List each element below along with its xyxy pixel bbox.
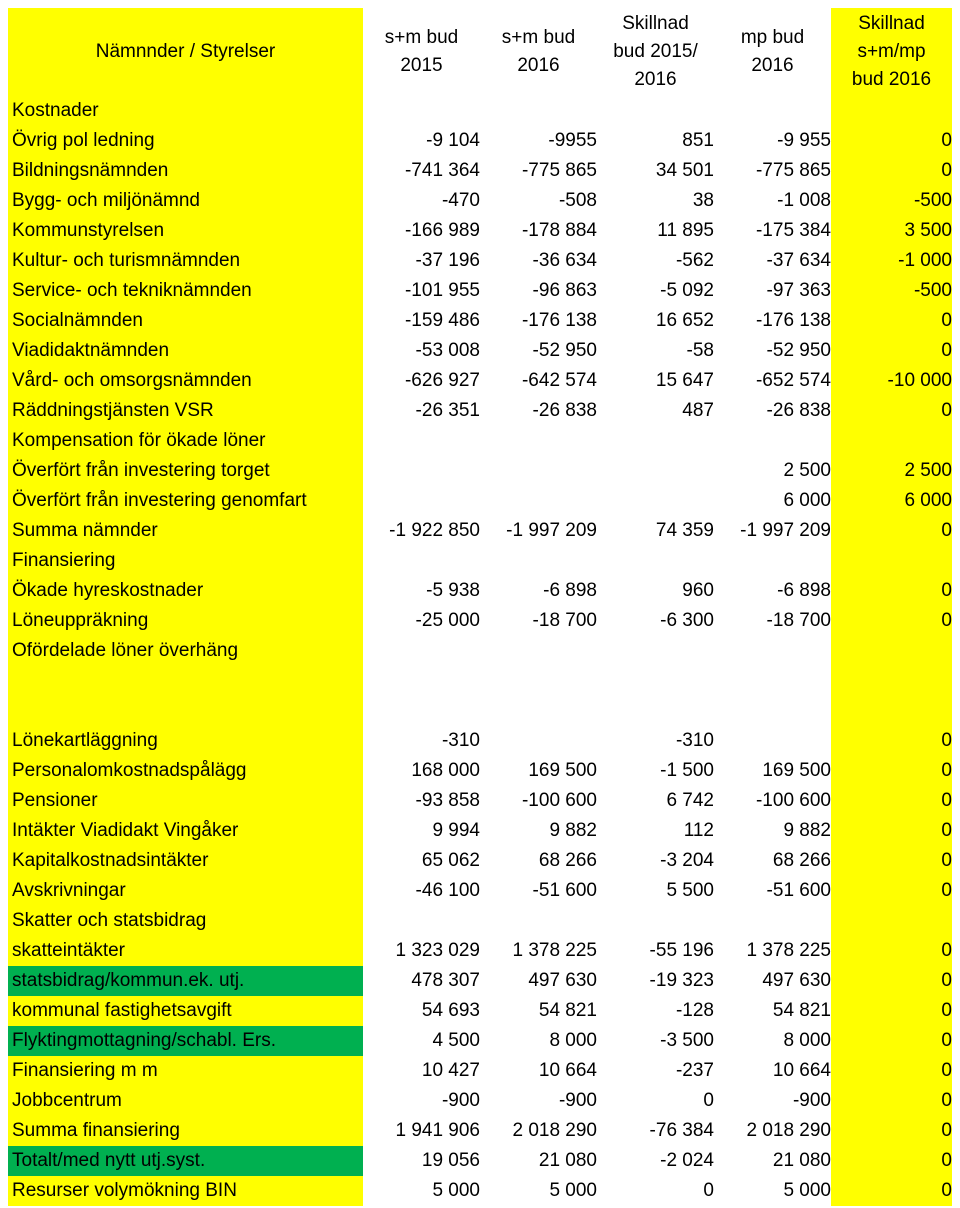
value-cell bbox=[597, 456, 714, 486]
value-cell: 10 664 bbox=[772, 1060, 831, 1081]
value-cell: 10 427 bbox=[421, 1060, 480, 1081]
value-cell: 9 994 bbox=[432, 820, 480, 841]
value-cell: -9 104 bbox=[426, 130, 480, 151]
row-label: Överfört från investering genomfart bbox=[8, 486, 363, 516]
value-cell: 0 bbox=[831, 846, 952, 876]
value-cell: 21 080 bbox=[538, 1150, 597, 1171]
table-row bbox=[8, 816, 952, 846]
value-cell: 169 500 bbox=[762, 760, 831, 781]
value-cell: 2 500 bbox=[783, 460, 831, 481]
value-cell: 0 bbox=[831, 1176, 952, 1206]
table-row bbox=[8, 1086, 952, 1116]
value-cell: -178 884 bbox=[521, 220, 597, 241]
value-cell: 960 bbox=[682, 580, 714, 601]
value-cell: -237 bbox=[675, 1060, 714, 1081]
value-cell: -508 bbox=[558, 190, 597, 211]
value-cell: -1 500 bbox=[660, 760, 714, 781]
row-label: Kompensation för ökade löner bbox=[8, 426, 363, 456]
row-label: Summa finansiering bbox=[8, 1116, 363, 1146]
value-cell: -100 600 bbox=[755, 790, 831, 811]
row-label: Totalt/med nytt utj.syst. bbox=[8, 1146, 363, 1176]
value-cell: -1 922 850 bbox=[389, 520, 480, 541]
value-cell: 0 bbox=[831, 516, 952, 546]
value-cell: -128 bbox=[675, 1000, 714, 1021]
table-row bbox=[8, 186, 952, 216]
value-cell: 6 000 bbox=[783, 490, 831, 511]
value-cell: -76 384 bbox=[649, 1120, 714, 1141]
value-cell: 0 bbox=[831, 1056, 952, 1086]
value-cell bbox=[714, 666, 831, 726]
row-label: Finansiering m m bbox=[8, 1056, 363, 1086]
row-label: Kostnader bbox=[8, 96, 363, 126]
value-cell: 0 bbox=[831, 336, 952, 366]
value-cell: -58 bbox=[686, 340, 714, 361]
value-cell: 2 018 290 bbox=[512, 1120, 597, 1141]
table-row bbox=[8, 306, 952, 336]
table-row bbox=[8, 486, 952, 516]
value-cell: 3 500 bbox=[831, 216, 952, 246]
value-cell: -900 bbox=[792, 1090, 831, 1111]
value-cell: 2 500 bbox=[831, 456, 952, 486]
row-label: Kommunstyrelsen bbox=[8, 216, 363, 246]
value-cell: 9 882 bbox=[783, 820, 831, 841]
value-cell: -176 138 bbox=[755, 310, 831, 331]
value-cell: -53 008 bbox=[415, 340, 480, 361]
value-cell: -900 bbox=[558, 1090, 597, 1111]
value-cell bbox=[597, 426, 714, 456]
table-row bbox=[8, 606, 952, 636]
value-cell: 851 bbox=[682, 130, 714, 151]
value-cell bbox=[480, 456, 597, 486]
value-cell: -642 574 bbox=[521, 370, 597, 391]
table-row bbox=[8, 876, 952, 906]
value-cell: -2 024 bbox=[660, 1150, 714, 1171]
value-cell: -6 300 bbox=[660, 610, 714, 631]
value-cell: -652 574 bbox=[755, 370, 831, 391]
table-row bbox=[8, 576, 952, 606]
value-cell bbox=[714, 96, 831, 126]
row-label: Bildningsnämnden bbox=[8, 156, 363, 186]
header-row bbox=[8, 8, 952, 96]
value-cell bbox=[363, 906, 480, 936]
row-label: Räddningstjänsten VSR bbox=[8, 396, 363, 426]
value-cell: 0 bbox=[831, 996, 952, 1026]
value-cell: 0 bbox=[831, 1086, 952, 1116]
value-cell: -100 600 bbox=[521, 790, 597, 811]
value-cell bbox=[363, 486, 480, 516]
value-cell: -37 634 bbox=[766, 250, 831, 271]
value-cell bbox=[480, 666, 597, 726]
value-cell: 34 501 bbox=[655, 160, 714, 181]
row-label: Överfört från investering torget bbox=[8, 456, 363, 486]
value-cell bbox=[363, 546, 480, 576]
value-cell: 169 500 bbox=[528, 760, 597, 781]
value-cell: 0 bbox=[703, 1090, 714, 1111]
value-cell bbox=[363, 96, 480, 126]
value-cell: -1 000 bbox=[831, 246, 952, 276]
value-cell: 497 630 bbox=[528, 970, 597, 991]
value-cell: -159 486 bbox=[404, 310, 480, 331]
row-label: Avskrivningar bbox=[8, 876, 363, 906]
value-cell bbox=[714, 636, 831, 666]
value-cell: 68 266 bbox=[772, 850, 831, 871]
value-cell bbox=[480, 96, 597, 126]
value-cell bbox=[597, 906, 714, 936]
table-row bbox=[8, 276, 952, 306]
value-cell: -775 865 bbox=[521, 160, 597, 181]
row-label: statsbidrag/kommun.ek. utj. bbox=[8, 966, 363, 996]
value-cell bbox=[831, 666, 952, 726]
value-cell: 1 378 225 bbox=[746, 940, 831, 961]
table-row bbox=[8, 966, 952, 996]
value-cell: -1 008 bbox=[777, 190, 831, 211]
value-cell: 16 652 bbox=[655, 310, 714, 331]
value-cell: -176 138 bbox=[521, 310, 597, 331]
table-row bbox=[8, 246, 952, 276]
value-cell: 0 bbox=[831, 606, 952, 636]
value-cell: -626 927 bbox=[404, 370, 480, 391]
value-cell: -26 838 bbox=[532, 400, 597, 421]
value-cell: -6 898 bbox=[543, 580, 597, 601]
row-label: Summa nämnder bbox=[8, 516, 363, 546]
value-cell bbox=[597, 636, 714, 666]
value-cell: 0 bbox=[703, 1180, 714, 1201]
table-row bbox=[8, 156, 952, 186]
value-cell bbox=[831, 96, 952, 126]
value-cell: 11 895 bbox=[657, 220, 714, 241]
row-label: kommunal fastighetsavgift bbox=[8, 996, 363, 1026]
value-cell bbox=[480, 726, 597, 756]
value-cell bbox=[714, 546, 831, 576]
value-cell: 1 378 225 bbox=[512, 940, 597, 961]
value-cell bbox=[831, 426, 952, 456]
value-cell: -562 bbox=[675, 250, 714, 271]
value-cell: -26 838 bbox=[766, 400, 831, 421]
row-label: Socialnämnden bbox=[8, 306, 363, 336]
value-cell: -9 955 bbox=[777, 130, 831, 151]
value-cell bbox=[714, 426, 831, 456]
value-cell: 478 307 bbox=[411, 970, 480, 991]
value-cell: 497 630 bbox=[762, 970, 831, 991]
value-cell bbox=[597, 96, 714, 126]
table-row bbox=[8, 1176, 952, 1206]
value-cell: 487 bbox=[682, 400, 714, 421]
value-cell: -310 bbox=[441, 730, 480, 751]
value-cell: -52 950 bbox=[766, 340, 831, 361]
value-cell bbox=[714, 726, 831, 756]
header-diff-2015-2016: Skillnad bud 2015/ 2016 bbox=[613, 13, 698, 90]
row-label: Övrig pol ledning bbox=[8, 126, 363, 156]
table-row bbox=[8, 1146, 952, 1176]
value-cell: -470 bbox=[441, 190, 480, 211]
value-cell: 0 bbox=[831, 1026, 952, 1056]
table-row bbox=[8, 426, 952, 456]
value-cell: 54 821 bbox=[538, 1000, 597, 1021]
value-cell: 0 bbox=[831, 1116, 952, 1146]
value-cell: -500 bbox=[831, 276, 952, 306]
row-label: Ökade hyreskostnader bbox=[8, 576, 363, 606]
value-cell: -9955 bbox=[548, 130, 597, 151]
value-cell bbox=[363, 666, 480, 726]
value-cell: 74 359 bbox=[655, 520, 714, 541]
value-cell: 21 080 bbox=[772, 1150, 831, 1171]
header-sm-2016: s+m bud 2016 bbox=[501, 27, 576, 76]
value-cell bbox=[480, 546, 597, 576]
value-cell: 54 821 bbox=[772, 1000, 831, 1021]
value-cell: 6 742 bbox=[666, 790, 714, 811]
value-cell bbox=[363, 426, 480, 456]
value-cell: 0 bbox=[831, 1146, 952, 1176]
value-cell: -3 204 bbox=[660, 850, 714, 871]
value-cell bbox=[597, 666, 714, 726]
table-row bbox=[8, 1056, 952, 1086]
row-label: Pensioner bbox=[8, 786, 363, 816]
value-cell bbox=[480, 636, 597, 666]
value-cell: -101 955 bbox=[404, 280, 480, 301]
table-row bbox=[8, 636, 952, 666]
row-label: Flyktingmottagning/schabl. Ers. bbox=[8, 1026, 363, 1056]
value-cell: 0 bbox=[831, 936, 952, 966]
row-label: skatteintäkter bbox=[8, 936, 363, 966]
row-label bbox=[8, 666, 363, 726]
table-row bbox=[8, 336, 952, 366]
row-label: Kultur- och turismnämnden bbox=[8, 246, 363, 276]
row-label: Löneuppräkning bbox=[8, 606, 363, 636]
value-cell: 5 000 bbox=[549, 1180, 597, 1201]
value-cell: 5 000 bbox=[783, 1180, 831, 1201]
table-row bbox=[8, 366, 952, 396]
table-row bbox=[8, 996, 952, 1026]
header-mp-2016: mp bud 2016 bbox=[740, 27, 805, 76]
value-cell: -25 000 bbox=[415, 610, 480, 631]
value-cell: -6 898 bbox=[777, 580, 831, 601]
table-row bbox=[8, 1026, 952, 1056]
value-cell: -51 600 bbox=[532, 880, 597, 901]
value-cell: 0 bbox=[831, 126, 952, 156]
value-cell: 65 062 bbox=[421, 850, 480, 871]
value-cell bbox=[597, 486, 714, 516]
value-cell: -51 600 bbox=[766, 880, 831, 901]
value-cell: -1 997 209 bbox=[740, 520, 831, 541]
header-name: Nämnnder / Styrelser bbox=[8, 8, 363, 96]
table-row bbox=[8, 936, 952, 966]
value-cell bbox=[831, 906, 952, 936]
value-cell: 0 bbox=[831, 306, 952, 336]
value-cell: -166 989 bbox=[404, 220, 480, 241]
value-cell: 0 bbox=[831, 156, 952, 186]
value-cell: -36 634 bbox=[532, 250, 597, 271]
value-cell: 5 000 bbox=[432, 1180, 480, 1201]
value-cell: 54 693 bbox=[421, 1000, 480, 1021]
table-row bbox=[8, 846, 952, 876]
value-cell: 8 000 bbox=[783, 1030, 831, 1051]
value-cell: 112 bbox=[683, 820, 714, 841]
value-cell: 0 bbox=[831, 966, 952, 996]
row-label: Finansiering bbox=[8, 546, 363, 576]
value-cell bbox=[363, 456, 480, 486]
table-body bbox=[8, 96, 952, 1206]
row-label: Jobbcentrum bbox=[8, 1086, 363, 1116]
value-cell bbox=[831, 636, 952, 666]
table-row bbox=[8, 516, 952, 546]
table-row bbox=[8, 1116, 952, 1146]
row-label: Service- och tekniknämnden bbox=[8, 276, 363, 306]
row-label: Resurser volymökning BIN bbox=[8, 1176, 363, 1206]
header-diff-sm-mp: Skillnad s+m/mp bud 2016 bbox=[831, 8, 952, 96]
value-cell: -97 363 bbox=[766, 280, 831, 301]
table-row bbox=[8, 786, 952, 816]
value-cell: -18 700 bbox=[532, 610, 597, 631]
row-label: Bygg- och miljönämnd bbox=[8, 186, 363, 216]
value-cell bbox=[363, 636, 480, 666]
value-cell: -3 500 bbox=[660, 1030, 714, 1051]
value-cell: -96 863 bbox=[532, 280, 597, 301]
value-cell: -93 858 bbox=[415, 790, 480, 811]
table-row bbox=[8, 396, 952, 426]
value-cell: -46 100 bbox=[415, 880, 480, 901]
value-cell: 0 bbox=[831, 786, 952, 816]
value-cell: 0 bbox=[831, 576, 952, 606]
value-cell: 9 882 bbox=[549, 820, 597, 841]
row-label: Intäkter Viadidakt Vingåker bbox=[8, 816, 363, 846]
value-cell: 1 323 029 bbox=[395, 940, 480, 961]
table-row bbox=[8, 216, 952, 246]
value-cell: 19 056 bbox=[421, 1150, 480, 1171]
row-label: Personalomkostnadspålägg bbox=[8, 756, 363, 786]
value-cell: 168 000 bbox=[411, 760, 480, 781]
value-cell bbox=[480, 426, 597, 456]
value-cell: -37 196 bbox=[415, 250, 480, 271]
value-cell: -19 323 bbox=[649, 970, 714, 991]
row-label: Lönekartläggning bbox=[8, 726, 363, 756]
value-cell bbox=[480, 906, 597, 936]
value-cell: 4 500 bbox=[432, 1030, 480, 1051]
value-cell: 0 bbox=[831, 876, 952, 906]
value-cell: -175 384 bbox=[755, 220, 831, 241]
value-cell: -900 bbox=[441, 1090, 480, 1111]
row-label: Skatter och statsbidrag bbox=[8, 906, 363, 936]
row-label: Kapitalkostnadsintäkter bbox=[8, 846, 363, 876]
value-cell: 38 bbox=[692, 190, 714, 211]
table-row bbox=[8, 546, 952, 576]
table-row bbox=[8, 456, 952, 486]
value-cell: -5 092 bbox=[660, 280, 714, 301]
value-cell: -52 950 bbox=[532, 340, 597, 361]
value-cell: -55 196 bbox=[649, 940, 714, 961]
value-cell bbox=[831, 546, 952, 576]
value-cell: -18 700 bbox=[766, 610, 831, 631]
value-cell: 8 000 bbox=[549, 1030, 597, 1051]
value-cell: 68 266 bbox=[538, 850, 597, 871]
budget-sheet bbox=[8, 8, 952, 1206]
value-cell: 0 bbox=[831, 726, 952, 756]
table-row bbox=[8, 726, 952, 756]
value-cell: -10 000 bbox=[831, 366, 952, 396]
value-cell bbox=[714, 906, 831, 936]
value-cell: -26 351 bbox=[415, 400, 480, 421]
table-row bbox=[8, 96, 952, 126]
value-cell: -775 865 bbox=[755, 160, 831, 181]
value-cell: 5 500 bbox=[666, 880, 714, 901]
table-row bbox=[8, 126, 952, 156]
value-cell: 1 941 906 bbox=[395, 1120, 480, 1141]
table-row bbox=[8, 906, 952, 936]
row-label: Viadidaktnämnden bbox=[8, 336, 363, 366]
row-label: Ofördelade löner överhäng bbox=[8, 636, 363, 666]
value-cell: 0 bbox=[831, 396, 952, 426]
value-cell: 0 bbox=[831, 756, 952, 786]
table-row bbox=[8, 756, 952, 786]
row-label: Vård- och omsorgsnämnden bbox=[8, 366, 363, 396]
value-cell: -500 bbox=[831, 186, 952, 216]
value-cell: 6 000 bbox=[831, 486, 952, 516]
value-cell: -310 bbox=[675, 730, 714, 751]
value-cell: -741 364 bbox=[404, 160, 480, 181]
value-cell bbox=[597, 546, 714, 576]
value-cell: -1 997 209 bbox=[506, 520, 597, 541]
value-cell: 10 664 bbox=[538, 1060, 597, 1081]
value-cell bbox=[480, 486, 597, 516]
value-cell: 15 647 bbox=[655, 370, 714, 391]
header-sm-2015: s+m bud 2015 bbox=[384, 27, 459, 76]
table-row bbox=[8, 666, 952, 726]
value-cell: -5 938 bbox=[426, 580, 480, 601]
value-cell: 2 018 290 bbox=[746, 1120, 831, 1141]
value-cell: 0 bbox=[831, 816, 952, 846]
